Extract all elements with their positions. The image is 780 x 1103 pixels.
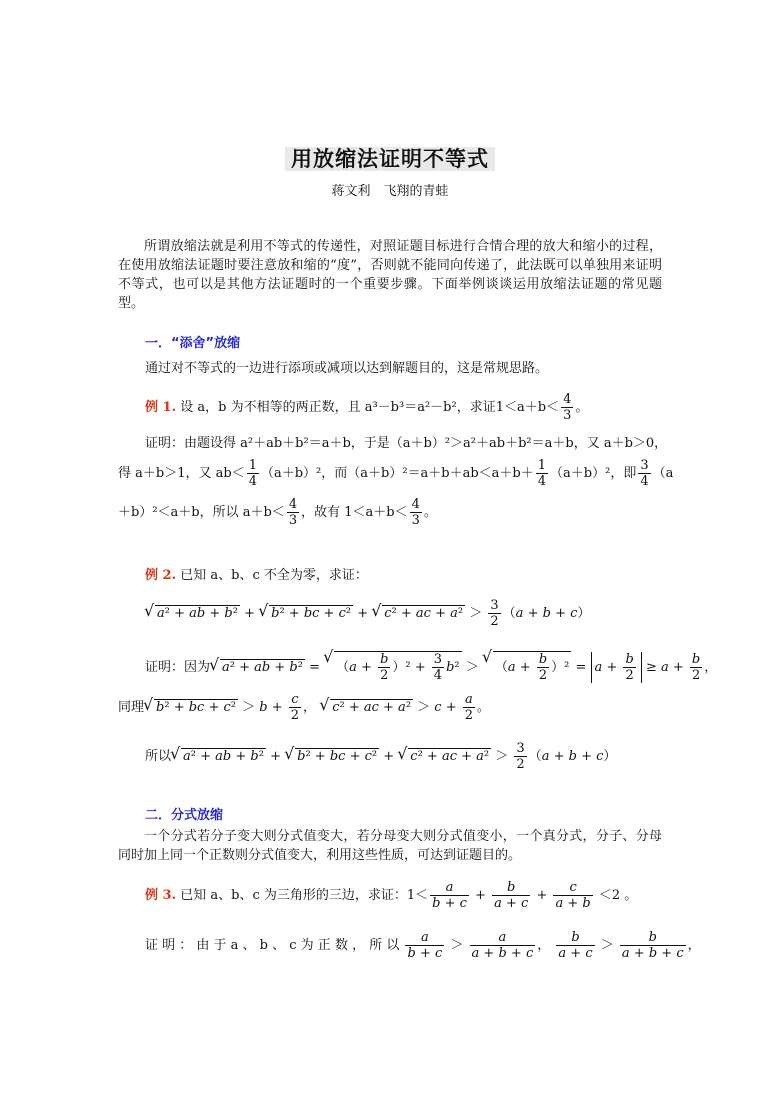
- author-line: 蒋文利 飞翔的青蛙: [331, 184, 449, 199]
- example-1-proof-line-1: 证明：由题设得 a²＋ab＋b²＝a＋b，于是（a＋b）²＞a²＋ab＋b²＝a＋b，又 a＋b＞0，: [145, 436, 668, 451]
- example-3-statement: 例 3. 已知 a、b、c 为三角形的三边，求证：1＜ $\frac{a}{b + c}$ + $\frac{b}{a + c}$ + $\frac{c}{a + b}$ ＜2 。: [145, 880, 638, 911]
- example-2-conclusion: 所以√ a² + ab + b² + √ b² + bc + c² + √ c² + ac + a² ＞ $\frac{3}{2}$ （a + b + c）: [145, 741, 616, 772]
- example-2-proof-line-2: 同理√ b² + bc + c² ＞ b + $\frac{c}{2}$ ， √ c² + ac + a² ＞ c + $\frac{a}{2}$ 。: [118, 692, 490, 723]
- section-desc-2: 一个分式若分子变大则分式值变大，若分母变大则分式值变小，一个真分式，分子、分母同时加上同一个正数则分式值变大，利用这些性质，可达到证题目的。: [118, 829, 662, 863]
- section-desc-1: 通过对不等式的一边进行添项或减项以达到解题目的，这是常规思路。: [145, 361, 549, 376]
- page-title: 用放缩法证明不等式: [0, 143, 780, 173]
- fraction: $\frac{4}{3}$: [563, 392, 572, 423]
- example-3-proof: 证 明 ： 由 于 a 、 b 、 c 为 正 数 ， 所 以 $\frac{a}{b + c}$ ＞ $\frac{a}{a + b + c}$ ， $\frac{b}{a + c}$ ＞ $\frac{b}{a + b + c}$ ，: [145, 930, 701, 961]
- section-heading-1: 一．“添舍”放缩: [145, 336, 241, 351]
- example-1-label: 例 1.: [145, 400, 177, 415]
- example-2-proof-line-1: 证明：因为√ a² + ab + b² = √ （a + $\frac{b}{2}$ ）² + $\frac{3}{4}$ b² ＞ √ （a + $\frac{b}{2}$ ）² = a + $\frac{b}{2}$ ≥ a + $\frac{b}{2}$ ，: [145, 651, 717, 683]
- section-heading-2: 二．分式放缩: [145, 808, 224, 823]
- example-1-proof-line-3: ＋b）²＜a＋b，所以 a＋b＜ $\frac{4}{3}$ ，故有 1＜a＋b＜ $\frac{4}{3}$ 。: [118, 497, 437, 528]
- example-1-proof-line-2: 得 a＋b＞1，又 ab＜ $\frac{1}{4}$ （a＋b）²，而（a＋b）²＝a＋b＋ab＜a＋b＋ $\frac{1}{4}$ （a＋b）²，即 $\frac{3}{4}$ （a: [118, 458, 674, 489]
- example-2-inequality: √ a² + ab + b² + √ b² + bc + c² + √ c² + ac + a² ＞ $\frac{3}{2}$ （a + b + c）: [145, 598, 590, 629]
- example-2-statement: 例 2. 已知 a、b、c 不全为零，求证：: [145, 568, 368, 583]
- example-2-label: 例 2.: [145, 568, 177, 583]
- example-3-label: 例 3.: [145, 888, 177, 903]
- example-1-statement: 例 1. 设 a，b 为不相等的两正数，且 a³－b³＝a²－b²，求证1＜a＋b＜ $\frac{4}{3}$ 。: [145, 392, 589, 423]
- intro-paragraph: 所谓放缩法就是利用不等式的传递性，对照证题目标进行合情合理的放大和缩小的过程，在使用放缩法证题时要注意放和缩的“度”，否则就不能同向传递了，此法既可以单独用来证明不等式，也可以是其他方法证题时的一个重要步骤。下面举例谈谈运用放缩法证题的常见题型。: [118, 239, 662, 311]
